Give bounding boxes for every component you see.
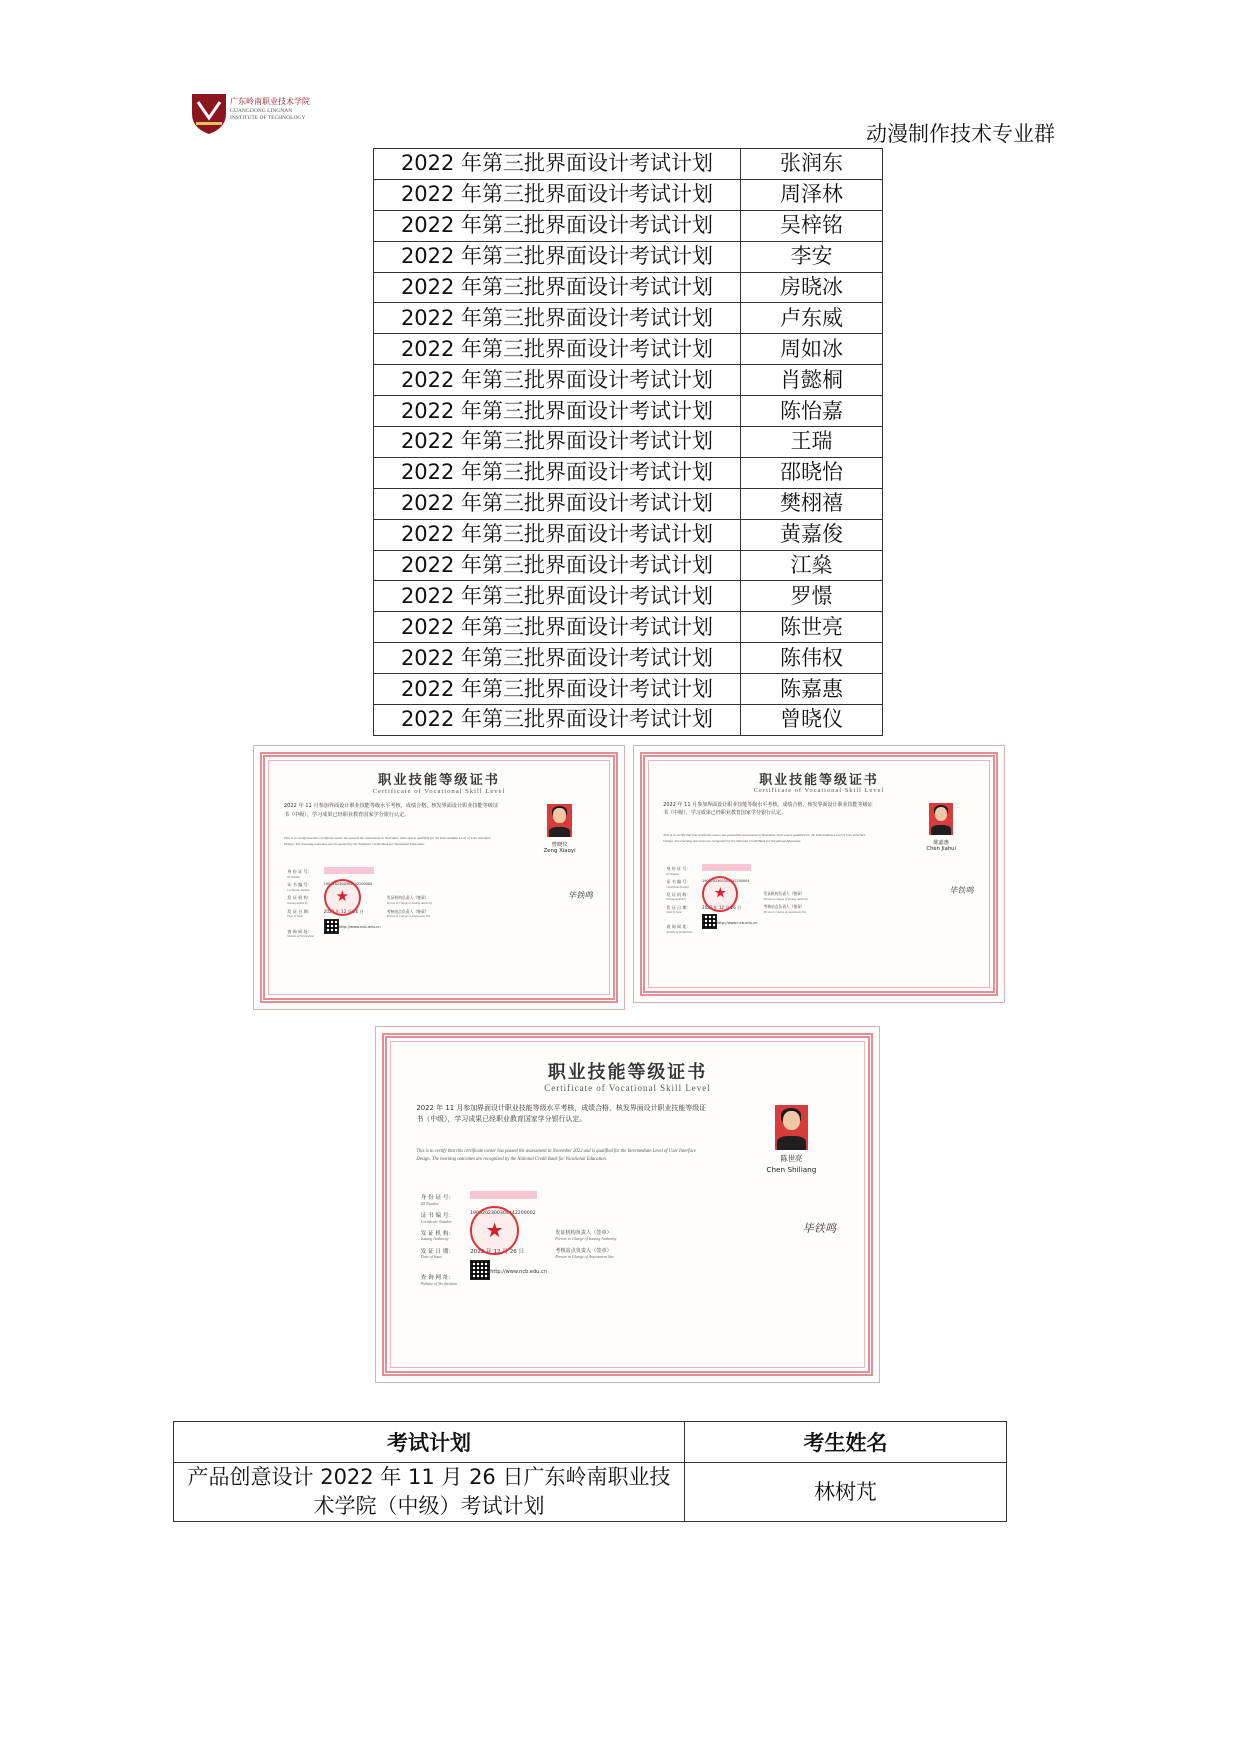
candidate-name-cell: 陈嘉惠 <box>741 674 883 705</box>
certificate-image <box>633 745 1005 1003</box>
candidate-name-cell: 卢东威 <box>741 303 883 334</box>
table-row <box>374 179 883 210</box>
exam-plan-cell: 2022 年第三批界面设计考试计划 <box>374 241 741 272</box>
exam-plan-cell: 2022 年第三批界面设计考试计划 <box>374 643 741 674</box>
exam-plan-cell: 2022 年第三批界面设计考试计划 <box>374 705 741 736</box>
candidate-name-cell: 曾晓仪 <box>741 705 883 736</box>
exam-plan-line2: 术学院（中级）考试计划 <box>313 1494 545 1518</box>
certificate-image <box>253 745 625 1010</box>
candidate-name-cell: 邵晓怡 <box>741 457 883 488</box>
issue-date-label-en: Date of Issue <box>420 1254 442 1260</box>
photo-face <box>935 807 947 821</box>
certificate-body-cn: 2022 年 11 月参加界面设计职业技能等级水平考核，成绩合格，核发界面设计职业技能等级证书（中级），学习成果已经职业教育国家学分银行认定。 <box>663 802 873 817</box>
certificate-number-value: 1900202300304442200000 <box>323 882 373 887</box>
id-number-label-en: ID Number <box>666 871 680 876</box>
official-seal <box>470 1206 519 1255</box>
photo-body <box>777 1136 805 1150</box>
qr-code-icon <box>702 914 717 929</box>
school-name-cn: 广东岭南职业技术学院 <box>230 97 310 106</box>
verification-website-label: 查 询 网 址： <box>666 924 691 930</box>
assessment-site-signatory-label-en: Person in Charge of Assessment Site <box>763 910 807 915</box>
table-row <box>374 643 883 674</box>
certificate-inner-border <box>648 760 990 988</box>
table-row <box>374 612 883 643</box>
issue-date-label: 发 证 日 期： <box>287 908 312 914</box>
holder-name-en: Zeng Xiaoyi <box>543 848 576 855</box>
table-row <box>374 581 883 612</box>
exam-plan-line1: 产品创意设计 2022 年 11 月 26 日广东岭南职业技 <box>187 1465 671 1489</box>
table-row <box>374 334 883 365</box>
signature: 毕铁鸣 <box>567 889 593 900</box>
certificate-body-cn: 2022 年 11 月参加界面设计职业技能等级水平考核，成绩合格，核发界面设计职业技能等级证书（中级），学习成果已经职业教育国家学分银行认定。 <box>283 803 498 818</box>
exam-plan-cell: 2022 年第三批界面设计考试计划 <box>374 210 741 241</box>
candidate-name-cell: 房晓冰 <box>741 272 883 303</box>
qr-code-icon <box>470 1260 490 1280</box>
holder-name-cn: 陈嘉惠 <box>933 839 950 846</box>
candidate-name-cell: 吴梓铭 <box>741 210 883 241</box>
verification-website-label: 查 询 网 址： <box>287 928 312 934</box>
table-row <box>374 519 883 550</box>
photo-face <box>783 1111 800 1131</box>
certificate-subtitle: Certificate of Vocational Skill Level <box>544 1083 711 1093</box>
certificate-subtitle: Certificate of Vocational Skill Level <box>372 787 506 795</box>
candidate-name-cell: 林树芃 <box>685 1463 1007 1522</box>
candidate-name-cell: 李安 <box>741 241 883 272</box>
issue-date-label: 发 证 日 期： <box>420 1248 455 1255</box>
issue-date-value: 2022 年 12 月 26 日 <box>702 904 742 910</box>
candidate-name-cell: 江燊 <box>741 550 883 581</box>
exam-plan-cell: 2022 年第三批界面设计考试计划 <box>374 674 741 705</box>
issuing-authority-label-en: Issuing Authority <box>287 901 308 906</box>
certificate-body-en: This is to certify that this certificate owner has passed the assessment in November 2022 and is qualified for the Intermediate Level of User Interface Design. The learning outcomes are recognized by the National Credit Bank for Vocational Education. <box>663 833 866 844</box>
certificate-body-en: This is to certify that this certificate owner has passed the assessment in November 2022 and is qualified for the Intermediate Level of User Interface Design. The learning outcomes are recognized by the National Credit Bank for Vocational Education. <box>416 1148 696 1162</box>
table-row <box>374 149 883 180</box>
certificate-number-label: 证 书 编 号： <box>666 878 691 884</box>
table-row <box>374 210 883 241</box>
school-name-en-line2: INSTITUTE OF TECHNOLOGY <box>230 115 306 121</box>
certificate-body-en: This is to certify that this certificate owner has passed the assessment in November 2022 and is qualified for the Intermediate Level of User Interface Design. The learning outcomes are recognized by the National Credit Bank for Vocational Education. <box>283 835 491 846</box>
table-header-row <box>174 1422 1007 1463</box>
exam-plan-cell: 2022 年第三批界面设计考试计划 <box>374 272 741 303</box>
exam-plan-cell: 2022 年第三批界面设计考试计划 <box>374 149 741 180</box>
issuing-authority-signatory-label-en: Person in Charge of Issuing Authority <box>386 901 433 906</box>
table-row <box>374 705 883 736</box>
holder-photo <box>547 804 572 837</box>
photo-face <box>553 808 565 823</box>
redacted-id-number <box>324 867 374 874</box>
exam-plan-cell: 2022 年第三批界面设计考试计划 <box>374 457 741 488</box>
verification-website-label-en: Website of Verification <box>420 1281 458 1287</box>
product-design-exam-table <box>173 1421 1007 1522</box>
header-exam-plan: 考试计划 <box>174 1422 685 1463</box>
exam-plan-cell: 2022 年第三批界面设计考试计划 <box>374 365 741 396</box>
candidate-name-cell: 陈怡嘉 <box>741 396 883 427</box>
issuing-authority-label: 发 证 机 构： <box>287 895 312 901</box>
holder-name-en: Chen Jiahui <box>926 845 956 852</box>
id-number-label: 身 份 证 号： <box>666 865 691 871</box>
holder-name-cn: 陈世亮 <box>780 1153 803 1163</box>
exam-plan-cell: 2022 年第三批界面设计考试计划 <box>374 581 741 612</box>
certificate-title: 职业技能等级证书 <box>759 772 879 788</box>
exam-plan-cell: 2022 年第三批界面设计考试计划 <box>374 179 741 210</box>
id-number-label: 身 份 证 号： <box>420 1194 455 1201</box>
holder-name-cn: 曾晓仪 <box>551 841 568 848</box>
holder-photo <box>775 1105 809 1150</box>
assessment-site-signatory-label: 考核站点负责人（签章） <box>763 904 805 909</box>
table-row <box>374 272 883 303</box>
assessment-site-signatory-label: 考核站点负责人（签章） <box>386 908 429 914</box>
photo-body <box>931 825 951 835</box>
redacted-id-number <box>702 864 751 870</box>
issuing-authority-signatory-label: 发证机构负责人（签章） <box>763 891 805 896</box>
school-name-en-line1: GUANGDONG LINGNAN <box>230 108 293 114</box>
candidate-name-cell: 罗憬 <box>741 581 883 612</box>
issuing-authority-label-en: Issuing Authority <box>420 1236 449 1242</box>
candidate-name-cell: 陈世亮 <box>741 612 883 643</box>
exam-plan-cell: 2022 年第三批界面设计考试计划 <box>374 519 741 550</box>
holder-photo <box>929 803 953 835</box>
photo-body <box>549 827 570 838</box>
exam-plan-cell: 2022 年第三批界面设计考试计划 <box>374 427 741 458</box>
table-row <box>374 457 883 488</box>
verification-url: http://www.ncb.edu.cn <box>716 920 758 925</box>
verification-url: http://www.ncb.edu.cn <box>490 1268 547 1275</box>
candidate-name-cell: 周如冰 <box>741 334 883 365</box>
certificate-number-value: 1900202300304442200002 <box>470 1210 536 1216</box>
certificate-body-cn: 2022 年 11 月参加界面设计职业技能等级水平考核，成绩合格，核发界面设计职业技能等级证书（中级），学习成果已经职业教育国家学分银行认定。 <box>416 1104 707 1124</box>
candidate-name-cell: 樊栩禧 <box>741 488 883 519</box>
certificate-inner-border <box>268 760 610 995</box>
table-row <box>374 550 883 581</box>
school-logo <box>190 92 340 138</box>
exam-plan-cell: 2022 年第三批界面设计考试计划 <box>374 488 741 519</box>
table-row <box>374 488 883 519</box>
qr-code-icon <box>324 919 339 934</box>
issuing-authority-signatory-label-en: Person in Charge of Issuing Authority <box>763 897 808 902</box>
school-shield-icon <box>190 92 228 136</box>
holder-name-en: Chen Shiliang <box>766 1164 817 1174</box>
certificate-subtitle: Certificate of Vocational Skill Level <box>753 786 885 794</box>
id-number-label-en: ID Number <box>420 1200 439 1206</box>
certificate-number-label-en: Certificate Number <box>287 887 311 892</box>
exam-candidate-table <box>373 148 883 736</box>
exam-candidate-table-body <box>374 149 883 736</box>
issuing-authority-label: 发 证 机 构： <box>420 1230 455 1237</box>
verification-website-label: 查 询 网 址： <box>420 1275 455 1282</box>
seal-star-icon: ★ <box>335 887 350 906</box>
table-row <box>174 1463 1007 1522</box>
candidate-name-cell: 周泽林 <box>741 179 883 210</box>
exam-plan-cell: 2022 年第三批界面设计考试计划 <box>374 303 741 334</box>
verification-website-label-en: Website of Verification <box>666 929 693 934</box>
table-row <box>374 396 883 427</box>
exam-plan-cell <box>174 1463 685 1522</box>
official-seal <box>324 879 361 916</box>
specialty-group-title: 动漫制作技术专业群 <box>866 122 1055 146</box>
certificate-number-label: 证 书 编 号： <box>287 882 312 888</box>
table-row <box>374 241 883 272</box>
issuing-authority-label-en: Issuing Authority <box>666 897 687 902</box>
seal-star-icon: ★ <box>713 884 727 902</box>
issuing-authority-signatory-label: 发证机构负责人（签章） <box>386 895 429 901</box>
id-number-label-en: ID Number <box>287 874 301 879</box>
exam-plan-cell: 2022 年第三批界面设计考试计划 <box>374 334 741 365</box>
candidate-name-cell: 肖懿桐 <box>741 365 883 396</box>
issue-date-value: 2022 年 12 月 26 日 <box>323 908 364 914</box>
signature: 毕铁鸣 <box>802 1221 837 1235</box>
header-candidate-name: 考生姓名 <box>685 1422 1007 1463</box>
signature: 毕铁鸣 <box>949 885 974 896</box>
certificate-image <box>375 1026 880 1383</box>
assessment-site-signatory-label-en: Person in Charge of Assessment Site <box>386 914 431 919</box>
id-number-label: 身 份 证 号： <box>287 868 312 874</box>
exam-plan-cell: 2022 年第三批界面设计考试计划 <box>374 396 741 427</box>
candidate-name-cell: 陈伟权 <box>741 643 883 674</box>
assessment-site-signatory-label-en: Person in Charge of Assessment Site <box>555 1254 614 1260</box>
exam-plan-cell: 2022 年第三批界面设计考试计划 <box>374 550 741 581</box>
certificate-title: 职业技能等级证书 <box>377 773 501 789</box>
issue-date-label-en: Date of Issue <box>666 910 682 915</box>
table-row <box>374 427 883 458</box>
issuing-authority-label: 发 证 机 构： <box>666 891 691 897</box>
verification-url: http://www.ncb.edu.cn <box>338 925 381 930</box>
certificate-number-label: 证 书 编 号： <box>420 1212 455 1219</box>
candidate-name-cell: 王瑞 <box>741 427 883 458</box>
table-row <box>374 365 883 396</box>
assessment-site-signatory-label: 考核站点负责人（签章） <box>555 1247 612 1254</box>
candidate-name-cell: 张润东 <box>741 149 883 180</box>
table-row <box>374 303 883 334</box>
table-row <box>374 674 883 705</box>
issuing-authority-signatory-label: 发证机构负责人（签章） <box>555 1229 612 1236</box>
verification-website-label-en: Website of Verification <box>287 934 314 939</box>
issuing-authority-signatory-label-en: Person in Charge of Issuing Authority <box>555 1236 617 1242</box>
issue-date-label: 发 证 日 期： <box>666 904 691 910</box>
certificate-number-label-en: Certificate Number <box>666 884 689 889</box>
candidate-name-cell: 黄嘉俊 <box>741 519 883 550</box>
certificate-number-value: 1900202300304442200004 <box>702 878 750 883</box>
issue-date-value: 2022 年 12 月 26 日 <box>470 1248 525 1255</box>
seal-star-icon: ★ <box>485 1217 504 1242</box>
certificate-number-label-en: Certificate Number <box>420 1218 452 1224</box>
redacted-id-number <box>470 1191 537 1200</box>
certificate-title: 职业技能等级证书 <box>547 1062 708 1084</box>
issue-date-label-en: Date of Issue <box>287 914 303 919</box>
exam-plan-cell: 2022 年第三批界面设计考试计划 <box>374 612 741 643</box>
